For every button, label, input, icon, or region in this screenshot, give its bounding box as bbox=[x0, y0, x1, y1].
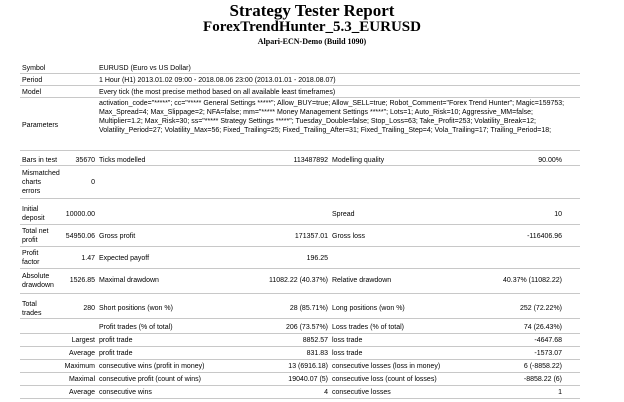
row-divider bbox=[20, 246, 580, 247]
detail-a-label: profit trade bbox=[99, 337, 133, 344]
row-divider bbox=[20, 198, 580, 199]
bars-label: Bars in test bbox=[22, 157, 58, 164]
detail-a-value: 4 bbox=[324, 389, 328, 396]
quality-value: 90.00% bbox=[538, 157, 562, 164]
ptrades-label: Profit trades (% of total) bbox=[99, 324, 173, 331]
detail-b-value: -4647.68 bbox=[534, 337, 562, 344]
absdd-value: 1526.85 bbox=[69, 277, 95, 284]
detail-b-value: -1573.07 bbox=[534, 350, 562, 357]
symbol-value: EURUSD (Euro vs US Dollar) bbox=[99, 65, 191, 72]
deposit-label-2: deposit bbox=[22, 215, 45, 222]
deposit-value: 10000.00 bbox=[65, 211, 95, 218]
trades-label-1: Total bbox=[22, 301, 37, 308]
row-divider bbox=[20, 85, 580, 86]
row-divider bbox=[20, 268, 580, 269]
row-divider bbox=[20, 150, 580, 151]
grossloss-label: Gross loss bbox=[332, 233, 366, 240]
detail-a-value: 13 (6916.18) bbox=[288, 363, 328, 370]
detail-prefix: Largest bbox=[71, 337, 95, 344]
mismatched-label-2: charts bbox=[22, 179, 42, 186]
ticks-label: Ticks modelled bbox=[99, 157, 146, 164]
payoff-value: 196.25 bbox=[306, 255, 328, 262]
symbol-label: Symbol bbox=[22, 65, 46, 72]
detail-b-value: 6 (-8858.22) bbox=[523, 363, 562, 370]
parameters-value: activation_code="*****"; cc="***** General Settings *****"; Allow_BUY=true; Allow_SELL=true; Robot_Comment="Forex Trend Hunter"; Magic=159753; Max_Spread=4; Max_Slippage=2; NFA=false; mm="***** Money Management Settings *****"; Lots=1; Auto_Risk=10; Aggressive_MM=false; Multiplier=1.2; Max_Risk=30; ss="***** Strategy Settings *****"; Tuesday_Double=false; Stop_Loss=63; Take_Profit=253; Volatility_Break=12; Volatility_Period=27; Volatility_Max=56; Fixed_Trailing=25; Fixed_Trailing_After=31; Fixed_Trailing_Step=4; Vola_Trailing=17; Trailing_Period=18; bbox=[99, 100, 565, 134]
netprofit-label-1: Total net bbox=[22, 228, 49, 235]
detail-b-value: -8858.22 (6) bbox=[523, 376, 562, 383]
maxdd-value: 11082.22 (40.37%) bbox=[268, 277, 328, 284]
row-divider bbox=[20, 398, 580, 399]
model-value: Every tick (the most precise method based on all available least timeframes) bbox=[99, 89, 336, 96]
short-value: 28 (85.71%) bbox=[289, 305, 328, 312]
grossprofit-value: 171357.01 bbox=[294, 233, 328, 240]
row-divider bbox=[20, 346, 580, 347]
row-divider bbox=[20, 97, 580, 98]
deposit-label-1: Initial bbox=[22, 206, 39, 213]
row-divider bbox=[20, 385, 580, 386]
short-label: Short positions (won %) bbox=[99, 305, 173, 312]
trades-value: 280 bbox=[83, 305, 95, 312]
row-divider bbox=[20, 372, 580, 373]
spread-label: Spread bbox=[332, 211, 355, 218]
maxdd-label: Maximal drawdown bbox=[99, 277, 159, 284]
pfactor-label-2: factor bbox=[22, 259, 40, 266]
detail-b-label: consecutive losses bbox=[332, 389, 391, 396]
server-build: Alpari-ECN-Demo (Build 1090) bbox=[257, 37, 367, 46]
detail-prefix: Maximum bbox=[64, 363, 95, 370]
detail-prefix: Maximal bbox=[68, 376, 95, 383]
detail-a-label: consecutive wins bbox=[99, 389, 152, 396]
detail-b-label: consecutive loss (count of losses) bbox=[332, 376, 437, 383]
payoff-label: Expected payoff bbox=[99, 255, 150, 262]
mismatched-label-3: errors bbox=[22, 188, 41, 195]
row-divider bbox=[20, 224, 580, 225]
absdd-label-2: drawdown bbox=[22, 282, 54, 289]
trades-label-2: trades bbox=[22, 310, 42, 317]
report-subtitle: ForexTrendHunter_5.3_EURUSD bbox=[203, 19, 421, 35]
parameters-label: Parameters bbox=[22, 122, 59, 129]
netprofit-value: 54950.06 bbox=[65, 233, 95, 240]
detail-prefix: Average bbox=[69, 350, 95, 357]
detail-b-label: consecutive losses (loss in money) bbox=[332, 363, 441, 370]
detail-prefix: Average bbox=[69, 389, 95, 396]
detail-a-value: 8852.57 bbox=[302, 337, 328, 344]
long-label: Long positions (won %) bbox=[332, 305, 405, 312]
ltrades-value: 74 (26.43%) bbox=[523, 324, 562, 331]
mismatched-value: 0 bbox=[91, 179, 95, 186]
ptrades-value: 206 (73.57%) bbox=[285, 324, 328, 331]
period-label: Period bbox=[22, 77, 43, 84]
detail-a-value: 831.83 bbox=[306, 350, 328, 357]
detail-a-label: consecutive profit (count of wins) bbox=[99, 376, 201, 383]
absdd-label-1: Absolute bbox=[22, 273, 50, 280]
grossprofit-label: Gross profit bbox=[99, 233, 136, 240]
report-title: Strategy Tester Report bbox=[229, 1, 395, 20]
mismatched-label-1: Mismatched bbox=[22, 170, 60, 177]
ltrades-label: Loss trades (% of total) bbox=[332, 324, 404, 331]
row-divider bbox=[20, 359, 580, 360]
detail-b-value: 1 bbox=[558, 389, 562, 396]
long-value: 252 (72.22%) bbox=[519, 305, 562, 312]
detail-a-label: consecutive wins (profit in money) bbox=[99, 363, 205, 370]
reldd-label: Relative drawdown bbox=[332, 277, 392, 284]
quality-label: Modelling quality bbox=[332, 157, 385, 164]
pfactor-label-1: Profit bbox=[22, 250, 39, 257]
model-label: Model bbox=[22, 89, 42, 96]
detail-a-value: 19040.07 (5) bbox=[288, 376, 328, 383]
detail-a-label: profit trade bbox=[99, 350, 133, 357]
netprofit-label-2: profit bbox=[22, 237, 38, 244]
row-divider bbox=[20, 73, 580, 74]
spread-value: 10 bbox=[554, 211, 562, 218]
row-divider bbox=[20, 165, 580, 166]
period-value: 1 Hour (H1) 2013.01.02 09:00 - 2018.08.06 23:00 (2013.01.01 - 2018.08.07) bbox=[99, 77, 336, 84]
detail-b-label: loss trade bbox=[332, 337, 363, 344]
detail-b-label: loss trade bbox=[332, 350, 363, 357]
row-divider bbox=[20, 318, 580, 319]
ticks-value: 113487892 bbox=[293, 157, 328, 164]
row-divider bbox=[20, 293, 580, 294]
grossloss-value: -116406.96 bbox=[527, 233, 562, 240]
row-divider bbox=[20, 333, 580, 334]
reldd-value: 40.37% (11082.22) bbox=[502, 277, 562, 284]
pfactor-value: 1.47 bbox=[81, 255, 95, 262]
bars-value: 35670 bbox=[75, 157, 95, 164]
